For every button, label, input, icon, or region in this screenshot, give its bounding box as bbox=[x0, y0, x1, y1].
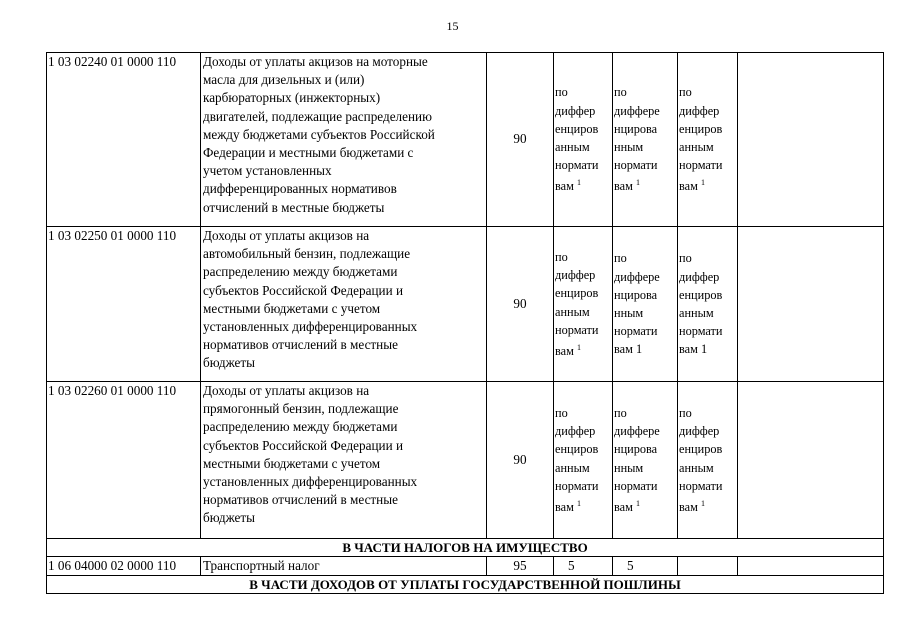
section-header-row bbox=[47, 539, 884, 557]
revenue-name-cell: Транспортный налог bbox=[201, 557, 487, 576]
footnote-mark: 1 bbox=[700, 178, 705, 188]
name-line: местными бюджетами с учетом bbox=[203, 455, 381, 471]
normative-cell: 5 bbox=[554, 557, 613, 576]
name-line: Доходы от уплаты акцизов на моторные bbox=[203, 54, 428, 69]
name-line: бюджеты bbox=[203, 355, 256, 371]
empty-cell bbox=[738, 227, 884, 382]
footnote-mark: 1 bbox=[635, 498, 640, 508]
empty-cell bbox=[738, 382, 884, 539]
name-line: между бюджетами субъектов Российской bbox=[203, 126, 435, 142]
normative-cell: по диффер енциров анным нормати вам $^1$ bbox=[554, 382, 613, 539]
page-number: 15 bbox=[446, 19, 459, 33]
empty-cell bbox=[678, 557, 738, 576]
name-line: распределению между бюджетами bbox=[203, 264, 398, 280]
name-line: автомобильный бензин, подлежащие bbox=[203, 246, 411, 262]
normative-cell: по диффер енциров анным нормати вам 1 bbox=[678, 227, 738, 382]
name-line: установленных дифференцированных bbox=[203, 319, 418, 335]
name-line: прямогонный бензин, подлежащие bbox=[203, 401, 399, 417]
footnote-mark: 1 bbox=[576, 178, 581, 188]
section-header-row bbox=[47, 576, 884, 594]
table-row bbox=[47, 227, 884, 382]
name-line: нормативов отчислений в местные bbox=[203, 337, 398, 353]
percent-cell: 95 bbox=[487, 557, 554, 576]
budget-code-cell: 1 06 04000 02 0000 110 bbox=[47, 557, 201, 576]
name-line: Доходы от уплаты акцизов на bbox=[203, 228, 370, 243]
normative-cell: по диффер енциров анным нормати вам $^1$ bbox=[554, 227, 613, 382]
section-title: В ЧАСТИ НАЛОГОВ НА ИМУЩЕСТВО bbox=[47, 539, 884, 557]
name-line: местными бюджетами с учетом bbox=[203, 300, 381, 316]
table-row bbox=[47, 557, 884, 576]
revenue-name-cell bbox=[201, 382, 487, 539]
empty-cell bbox=[738, 53, 884, 227]
name-line: отчислений в местные бюджеты bbox=[203, 199, 385, 215]
name-line: бюджеты bbox=[203, 510, 256, 526]
percent-cell: 90 bbox=[487, 382, 554, 539]
budget-code-cell: 1 03 02250 01 0000 110 bbox=[47, 227, 201, 382]
normative-cell: по диффер енциров анным нормати вам $^1$ bbox=[678, 382, 738, 539]
percent-cell: 90 bbox=[487, 53, 554, 227]
empty-cell bbox=[738, 557, 884, 576]
normative-cell: 5 bbox=[613, 557, 678, 576]
name-line: Доходы от уплаты акцизов на bbox=[203, 383, 370, 398]
name-line: субъектов Российской Федерации и bbox=[203, 282, 404, 298]
name-line: двигателей, подлежащие распределению bbox=[203, 108, 432, 124]
revenue-name-cell bbox=[201, 227, 487, 382]
percent-cell: 90 bbox=[487, 227, 554, 382]
name-line: субъектов Российской Федерации и bbox=[203, 437, 404, 453]
footnote-mark: 1 bbox=[635, 178, 640, 188]
name-line: учетом установленных bbox=[203, 163, 332, 179]
name-line: нормативов отчислений в местные bbox=[203, 492, 398, 508]
normative-cell: по диффере нцирова нным нормати вам $^1$ bbox=[613, 382, 678, 539]
name-line: карбюраторных (инжекторных) bbox=[203, 90, 381, 106]
name-line: Федерации и местными бюджетами с bbox=[203, 145, 414, 161]
name-line: масла для дизельных и (или) bbox=[203, 72, 365, 88]
budget-code-cell: 1 03 02240 01 0000 110 bbox=[47, 53, 201, 227]
normative-cell: по диффере нцирова нным нормати вам 1 bbox=[613, 227, 678, 382]
footnote-mark: 1 bbox=[576, 342, 581, 352]
normative-cell: по диффер енциров анным нормати вам $^1$ bbox=[678, 53, 738, 227]
revenue-name-cell bbox=[201, 53, 487, 227]
normative-cell: по диффере нцирова нным нормати вам $^1$ bbox=[613, 53, 678, 227]
budget-table bbox=[46, 52, 884, 594]
budget-code-cell: 1 03 02260 01 0000 110 bbox=[47, 382, 201, 539]
footnote-mark: 1 bbox=[700, 498, 705, 508]
section-title: В ЧАСТИ ДОХОДОВ ОТ УПЛАТЫ ГОСУДАРСТВЕННОЙ ПОШЛИНЫ bbox=[47, 576, 884, 594]
name-line: распределению между бюджетами bbox=[203, 419, 398, 435]
footnote-mark: 1 bbox=[576, 498, 581, 508]
table-row bbox=[47, 382, 884, 539]
normative-cell: по диффер енциров анным нормати вам $^1$ bbox=[554, 53, 613, 227]
table-row bbox=[47, 53, 884, 227]
name-line: установленных дифференцированных bbox=[203, 474, 418, 490]
name-line: дифференцированных нормативов bbox=[203, 181, 397, 197]
